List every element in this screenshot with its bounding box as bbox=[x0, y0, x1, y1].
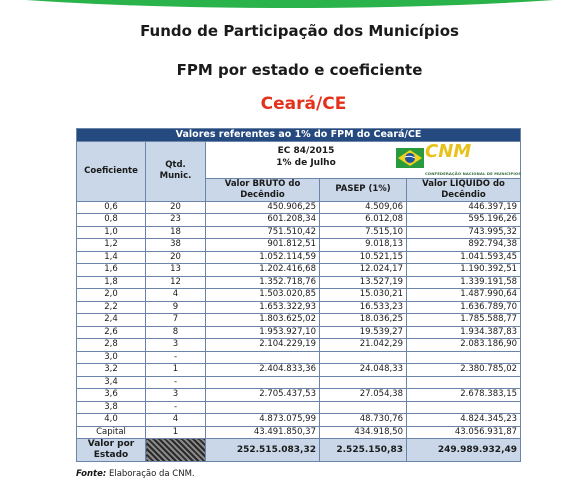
ec-label bbox=[206, 145, 406, 169]
pasep-cell: 48.730,76 bbox=[320, 414, 407, 427]
qtd-munic-cell: 9 bbox=[146, 301, 206, 314]
valor-liquido-cell: 2.083.186,90 bbox=[407, 339, 521, 352]
coeficiente-cell: 4,0 bbox=[77, 414, 146, 427]
table-row bbox=[77, 414, 521, 427]
table-row bbox=[77, 201, 521, 214]
pasep-cell: 12.024,17 bbox=[320, 264, 407, 277]
qtd-munic-cell: 7 bbox=[146, 314, 206, 327]
cnm-logo bbox=[395, 140, 522, 176]
valor-bruto-cell: 1.803.625,02 bbox=[206, 314, 320, 327]
qtd-munic-cell: 3 bbox=[146, 339, 206, 352]
document-subtitle: FPM por estado e coeficiente bbox=[176, 61, 423, 79]
table-row bbox=[77, 301, 521, 314]
table-row bbox=[77, 351, 521, 364]
valor-liquido-cell: 1.934.387,83 bbox=[407, 326, 521, 339]
qtd-munic-cell: 8 bbox=[146, 326, 206, 339]
valor-liquido-cell: 2.380.785,02 bbox=[407, 364, 521, 377]
pasep-cell bbox=[320, 351, 407, 364]
pasep-cell bbox=[320, 376, 407, 389]
valor-bruto-cell bbox=[206, 376, 320, 389]
coeficiente-cell: 3,4 bbox=[77, 376, 146, 389]
total-pasep: 2.525.150,83 bbox=[320, 439, 407, 462]
valor-bruto-cell: 751.510,42 bbox=[206, 226, 320, 239]
pasep-cell: 13.527,19 bbox=[320, 276, 407, 289]
total-liquido: 249.989.932,49 bbox=[407, 439, 521, 462]
valor-liquido-cell: 4.824.345,23 bbox=[407, 414, 521, 427]
fpm-table bbox=[76, 128, 521, 462]
qtd-munic-cell: 12 bbox=[146, 276, 206, 289]
table-row bbox=[77, 376, 521, 389]
table-row bbox=[77, 289, 521, 302]
pasep-cell: 4.509,06 bbox=[320, 201, 407, 214]
table-row bbox=[77, 426, 521, 439]
header-valor-liquido: Valor LÍQUIDO do Decêndio bbox=[407, 178, 521, 201]
valor-bruto-cell bbox=[206, 351, 320, 364]
pasep-cell: 6.012,08 bbox=[320, 214, 407, 227]
valor-bruto-cell: 4.873.075,99 bbox=[206, 414, 320, 427]
total-label: Valor por Estado bbox=[77, 439, 146, 462]
cnm-flag-icon bbox=[395, 145, 425, 173]
qtd-munic-cell: 23 bbox=[146, 214, 206, 227]
pasep-cell: 9.018,13 bbox=[320, 239, 407, 252]
valor-bruto-cell: 2.705.437,53 bbox=[206, 389, 320, 402]
coeficiente-cell: 3,6 bbox=[77, 389, 146, 402]
source-label: Fonte: bbox=[76, 469, 107, 479]
table-row bbox=[77, 239, 521, 252]
table-row bbox=[77, 214, 521, 227]
valor-bruto-cell: 1.503.020,85 bbox=[206, 289, 320, 302]
valor-liquido-cell: 1.339.191,58 bbox=[407, 276, 521, 289]
pasep-cell bbox=[320, 401, 407, 414]
coeficiente-cell: 3,0 bbox=[77, 351, 146, 364]
coeficiente-cell: 2,8 bbox=[77, 339, 146, 352]
qtd-munic-cell: 4 bbox=[146, 414, 206, 427]
coeficiente-cell: 1,0 bbox=[77, 226, 146, 239]
cnm-logo-subtitle: CONFEDERAÇÃO NACIONAL DE MUNICÍPIOS bbox=[425, 170, 522, 176]
coeficiente-cell: 0,6 bbox=[77, 201, 146, 214]
valor-bruto-cell: 2.404.833,36 bbox=[206, 364, 320, 377]
table-row bbox=[77, 339, 521, 352]
pasep-cell: 24.048,33 bbox=[320, 364, 407, 377]
coeficiente-cell: 2,2 bbox=[77, 301, 146, 314]
qtd-munic-cell: - bbox=[146, 351, 206, 364]
coeficiente-cell: 2,4 bbox=[77, 314, 146, 327]
valor-liquido-cell: 1.785.588,77 bbox=[407, 314, 521, 327]
table-row bbox=[77, 276, 521, 289]
pasep-cell: 27.054,38 bbox=[320, 389, 407, 402]
qtd-munic-cell: 38 bbox=[146, 239, 206, 252]
coeficiente-cell: 1,2 bbox=[77, 239, 146, 252]
valor-liquido-cell: 1.636.789,70 bbox=[407, 301, 521, 314]
top-green-banner bbox=[0, 0, 579, 12]
coeficiente-cell: 3,8 bbox=[77, 401, 146, 414]
table-row bbox=[77, 264, 521, 277]
total-row bbox=[77, 439, 521, 462]
table-row bbox=[77, 401, 521, 414]
valor-liquido-cell: 2.678.383,15 bbox=[407, 389, 521, 402]
valor-liquido-cell: 892.794,38 bbox=[407, 239, 521, 252]
valor-bruto-cell: 2.104.229,19 bbox=[206, 339, 320, 352]
valor-bruto-cell: 43.491.850,37 bbox=[206, 426, 320, 439]
source-note bbox=[76, 469, 195, 479]
valor-liquido-cell bbox=[407, 351, 521, 364]
pasep-cell: 19.539,27 bbox=[320, 326, 407, 339]
table-row bbox=[77, 389, 521, 402]
pasep-cell: 15.030,21 bbox=[320, 289, 407, 302]
qtd-munic-cell: - bbox=[146, 401, 206, 414]
valor-liquido-cell: 1.487.990,64 bbox=[407, 289, 521, 302]
qtd-munic-cell: 18 bbox=[146, 226, 206, 239]
valor-bruto-cell: 1.653.322,93 bbox=[206, 301, 320, 314]
pasep-cell: 434.918,50 bbox=[320, 426, 407, 439]
document-title: Fundo de Participação dos Municípios bbox=[140, 22, 459, 40]
ec-line-1: EC 84/2015 bbox=[277, 145, 335, 156]
source-text: Elaboração da CNM. bbox=[108, 469, 195, 479]
table-banner: Valores referentes ao 1% do FPM do Ceará/CE bbox=[77, 129, 521, 142]
coeficiente-cell: 2,6 bbox=[77, 326, 146, 339]
header-valor-bruto: Valor BRUTO do Decêndio bbox=[206, 178, 320, 201]
valor-liquido-cell: 743.995,32 bbox=[407, 226, 521, 239]
valor-liquido-cell: 446.397,19 bbox=[407, 201, 521, 214]
valor-liquido-cell: 595.196,26 bbox=[407, 214, 521, 227]
valor-bruto-cell: 1.352.718,76 bbox=[206, 276, 320, 289]
table-row bbox=[77, 314, 521, 327]
table-row bbox=[77, 226, 521, 239]
pasep-cell: 7.515,10 bbox=[320, 226, 407, 239]
valor-liquido-cell: 1.041.593,45 bbox=[407, 251, 521, 264]
table-row bbox=[77, 364, 521, 377]
coeficiente-cell: 1,8 bbox=[77, 276, 146, 289]
valor-liquido-cell: 1.190.392,51 bbox=[407, 264, 521, 277]
cnm-logo-text: CNM bbox=[425, 140, 472, 162]
header-qtd-munic: Qtd. Munic. bbox=[146, 141, 206, 201]
qtd-munic-cell: 3 bbox=[146, 389, 206, 402]
coeficiente-cell: 1,6 bbox=[77, 264, 146, 277]
coeficiente-cell: 3,2 bbox=[77, 364, 146, 377]
table-row bbox=[77, 251, 521, 264]
total-hatched-cell bbox=[146, 439, 206, 462]
valor-liquido-cell: 43.056.931,87 bbox=[407, 426, 521, 439]
valor-liquido-cell bbox=[407, 401, 521, 414]
valor-bruto-cell bbox=[206, 401, 320, 414]
qtd-munic-cell: 4 bbox=[146, 289, 206, 302]
coeficiente-cell: 0,8 bbox=[77, 214, 146, 227]
valor-liquido-cell bbox=[407, 376, 521, 389]
valor-bruto-cell: 450.906,25 bbox=[206, 201, 320, 214]
table-row bbox=[77, 326, 521, 339]
ec-line-2: 1% de Julho bbox=[276, 157, 336, 168]
pasep-cell: 21.042,29 bbox=[320, 339, 407, 352]
valor-bruto-cell: 601.208,34 bbox=[206, 214, 320, 227]
state-title: Ceará/CE bbox=[260, 94, 347, 114]
valor-bruto-cell: 1.052.114,59 bbox=[206, 251, 320, 264]
coeficiente-cell: 2,0 bbox=[77, 289, 146, 302]
pasep-cell: 18.036,25 bbox=[320, 314, 407, 327]
coeficiente-cell: Capital bbox=[77, 426, 146, 439]
qtd-munic-cell: 1 bbox=[146, 364, 206, 377]
pasep-cell: 10.521,15 bbox=[320, 251, 407, 264]
qtd-munic-cell: - bbox=[146, 376, 206, 389]
valor-bruto-cell: 901.812,51 bbox=[206, 239, 320, 252]
qtd-munic-cell: 20 bbox=[146, 251, 206, 264]
ec-header-cell bbox=[206, 141, 521, 178]
header-coeficiente: Coeficiente bbox=[77, 141, 146, 201]
qtd-munic-cell: 13 bbox=[146, 264, 206, 277]
total-bruto: 252.515.083,32 bbox=[206, 439, 320, 462]
valor-bruto-cell: 1.202.416,68 bbox=[206, 264, 320, 277]
valor-bruto-cell: 1.953.927,10 bbox=[206, 326, 320, 339]
pasep-cell: 16.533,23 bbox=[320, 301, 407, 314]
qtd-munic-cell: 20 bbox=[146, 201, 206, 214]
header-pasep: PASEP (1%) bbox=[320, 178, 407, 201]
coeficiente-cell: 1,4 bbox=[77, 251, 146, 264]
qtd-munic-cell: 1 bbox=[146, 426, 206, 439]
